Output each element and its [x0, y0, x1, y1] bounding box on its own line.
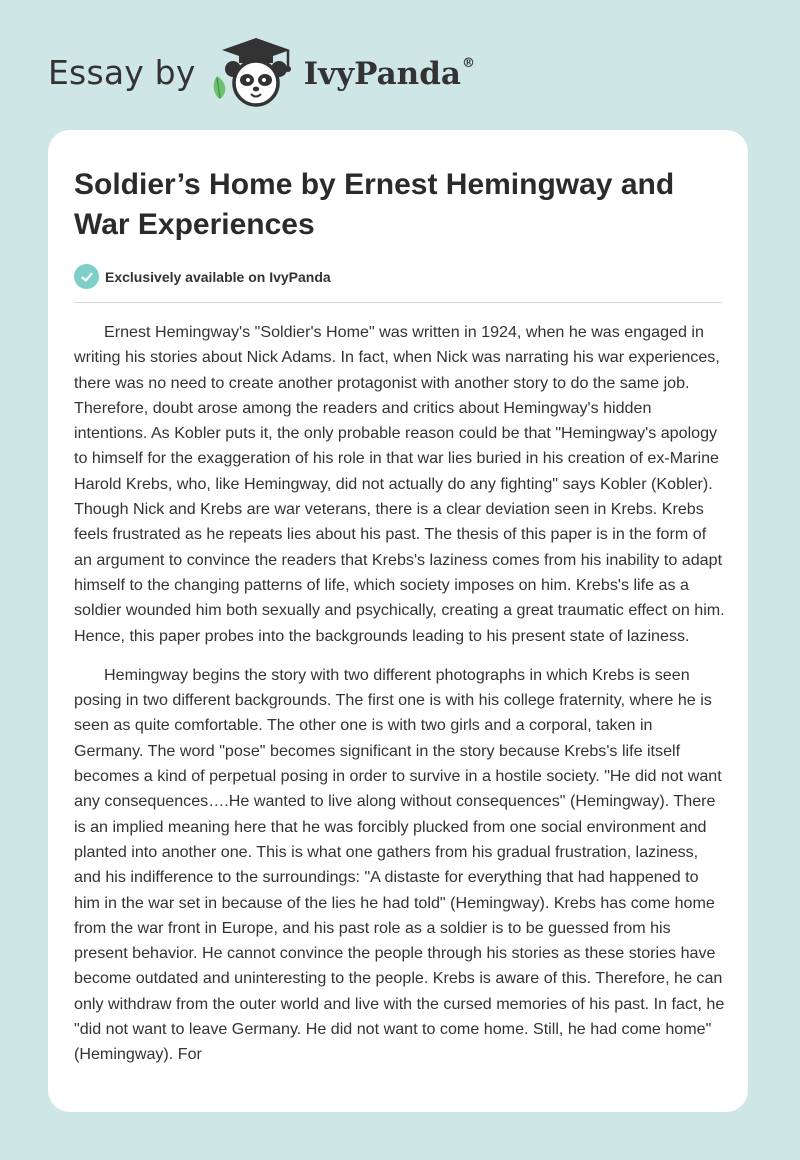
exclusive-badge — [74, 264, 331, 289]
essay-body — [74, 320, 726, 1082]
divider — [74, 302, 722, 303]
essay-by-label: Essay by — [48, 52, 196, 92]
essay-paragraph: Ernest Hemingway's "Soldier's Home" was written in 1924, when he was engaged in writing his stories about Nick Adams. In fact, when Nick was narrating his war experiences, there was no need to create another protagonist with another story to do the same job. Therefore, doubt arose among the readers and critics about Hemingway's hidden intentions. As Kobler puts it, the only probable reason could be that "Hemingway's apology to himself for the exaggeration of his role in that war lies buried in his creation of ex-Marine Harold Krebs, who, like Hemingway, did not actually do any fighting" says Kobler (Kobler). Though Nick and Krebs are war veterans, there is a clear deviation seen in Krebs. Krebs feels frustrated as he repeats lies about his past. The thesis of this paper is in the form of an argument to convince the readers that Krebs's laziness comes from his inability to adapt himself to the changing patterns of life, which society imposes on him. Krebs's life as a soldier wounded him both sexually and psychically, creating a great traumatic effect on him. Hence, this paper probes into the backgrounds leading to his present state of laziness. — [74, 323, 725, 645]
check-circle-icon — [74, 264, 99, 289]
essay-title: Soldier’s Home by Ernest Hemingway and War Experiences — [74, 168, 675, 241]
essay-card — [48, 130, 748, 1112]
brand-name-text: IvyPanda — [303, 56, 461, 92]
site-header — [48, 36, 475, 108]
essay-paragraph: Hemingway begins the story with two different photographs in which Krebs is seen posing in two different backgrounds. The first one is with his college fraternity, where he is seen as quite comfortable. The other one is with two girls and a corporal, taken in Germany. The word "pose" becomes significant in the story because Krebs's life itself becomes a kind of perpetual posing in order to survive in a hostile society. "He did not want any consequences….He wanted to live along without consequences" (Hemingway). There is an implied meaning here that he was forcibly plucked from one social environment and planted into another one. This is what one gathers from his gradual frustration, laziness, and his indifference to the surroundings: "A distaste for everything that had happened to him in the war set in because of the lies he had told" (Hemingway). Krebs has come home from the war front in Europe, and his past role as a soldier is to be guessed from his present behavior. He cannot convince the people through his stories as these stories have become outdated and uninteresting to the people. Krebs is aware of this. Therefore, he can only withdraw from the outer world and live with the cursed memories of his past. In fact, he "did not want to leave Germany. He did not want to come home. Still, he had come home" (Hemingway). For — [74, 665, 725, 1064]
panda-graduate-icon — [210, 36, 302, 108]
brand-name — [304, 56, 475, 92]
registered-mark: ® — [461, 55, 475, 71]
exclusive-badge-label: Exclusively available on IvyPanda — [105, 268, 331, 285]
